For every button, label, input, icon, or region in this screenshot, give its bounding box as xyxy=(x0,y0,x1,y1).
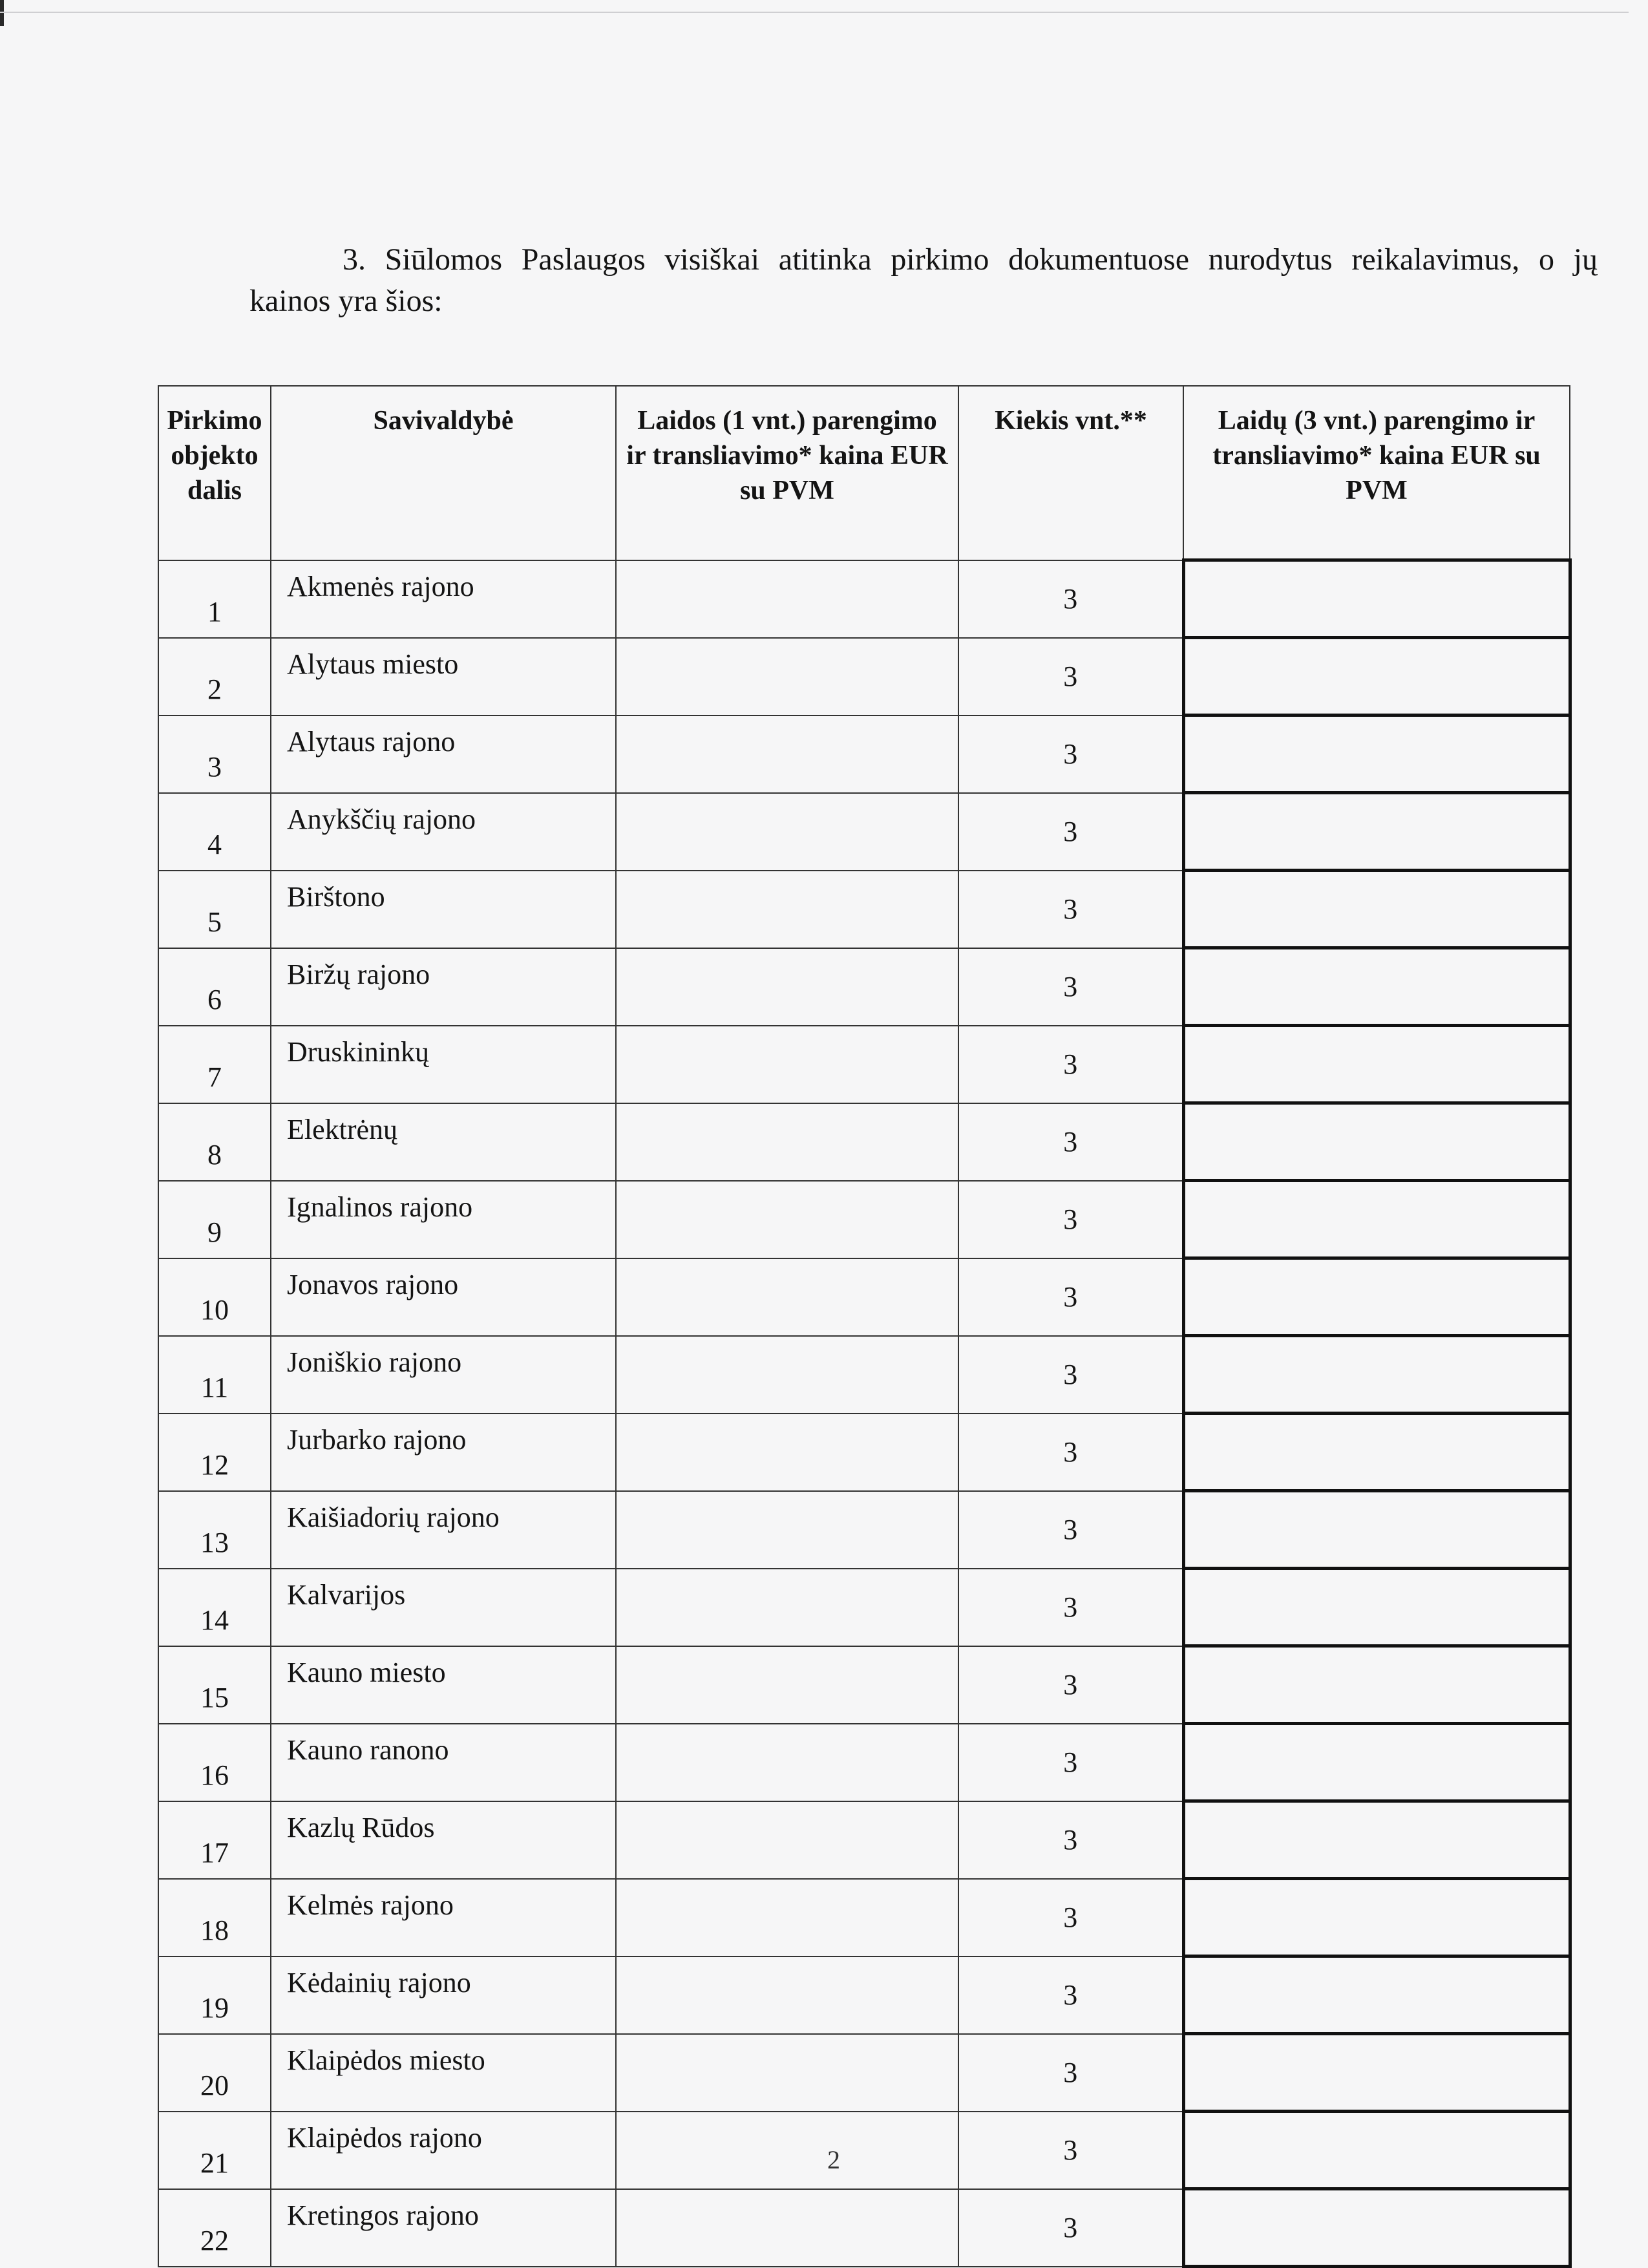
header-total-price: Laidų (3 vnt.) parengimo ir transliavimo* kaina EUR su PVM xyxy=(1183,386,1570,560)
quantity-value: 3 xyxy=(958,1801,1183,1879)
row-number: 12 xyxy=(158,1414,271,1491)
header-quantity: Kiekis vnt.** xyxy=(958,386,1183,560)
row-number: 5 xyxy=(158,871,271,948)
total-price-input-cell[interactable] xyxy=(1183,1336,1570,1414)
table-row xyxy=(158,871,1570,948)
total-price-input-cell[interactable] xyxy=(1183,1956,1570,2034)
quantity-value: 3 xyxy=(958,793,1183,871)
unit-price-input-cell[interactable] xyxy=(616,1956,958,2034)
table-row xyxy=(158,1336,1570,1414)
row-number: 21 xyxy=(158,2112,271,2189)
table-row xyxy=(158,1956,1570,2034)
municipality-name: Elektrėnų xyxy=(271,1103,616,1181)
municipality-name: Druskininkų xyxy=(271,1026,616,1103)
municipality-name: Alytaus miesto xyxy=(271,638,616,715)
row-number: 6 xyxy=(158,948,271,1026)
municipality-name: Kaišiadorių rajono xyxy=(271,1491,616,1569)
total-price-input-cell[interactable] xyxy=(1183,1724,1570,1801)
table-row xyxy=(158,1879,1570,1956)
row-number: 4 xyxy=(158,793,271,871)
unit-price-input-cell[interactable] xyxy=(616,1026,958,1103)
row-number: 18 xyxy=(158,1879,271,1956)
row-number: 22 xyxy=(158,2189,271,2267)
scan-edge-left xyxy=(0,0,4,26)
municipality-name: Kėdainių rajono xyxy=(271,1956,616,2034)
total-price-input-cell[interactable] xyxy=(1183,2189,1570,2267)
intro-line-2: kainos yra šios: xyxy=(249,284,443,318)
municipality-name: Jonavos rajono xyxy=(271,1258,616,1336)
quantity-value: 3 xyxy=(958,1258,1183,1336)
unit-price-input-cell[interactable] xyxy=(616,1103,958,1181)
page-mark: 2 xyxy=(827,2145,840,2174)
quantity-value: 3 xyxy=(958,2189,1183,2267)
quantity-value: 3 xyxy=(958,1646,1183,1724)
table-row xyxy=(158,1491,1570,1569)
table-row xyxy=(158,638,1570,715)
intro-line-1: 3. Siūlomos Paslaugos visiškai atitinka pirkimo dokumentuose nurodytus reikalavimus, o jų xyxy=(343,242,1598,277)
table-row xyxy=(158,948,1570,1026)
table-row xyxy=(158,2112,1570,2189)
table-row xyxy=(158,2189,1570,2267)
municipality-name: Kalvarijos xyxy=(271,1569,616,1646)
total-price-input-cell[interactable] xyxy=(1183,948,1570,1026)
row-number: 11 xyxy=(158,1336,271,1414)
row-number: 15 xyxy=(158,1646,271,1724)
header-part: Pirkimo objekto dalis xyxy=(158,386,271,560)
quantity-value: 3 xyxy=(958,560,1183,638)
unit-price-input-cell[interactable] xyxy=(616,948,958,1026)
row-number: 16 xyxy=(158,1724,271,1801)
quantity-value: 3 xyxy=(958,1724,1183,1801)
row-number: 19 xyxy=(158,1956,271,2034)
row-number: 10 xyxy=(158,1258,271,1336)
row-number: 20 xyxy=(158,2034,271,2112)
municipality-name: Kazlų Rūdos xyxy=(271,1801,616,1879)
unit-price-input-cell[interactable] xyxy=(616,793,958,871)
unit-price-input-cell[interactable] xyxy=(616,1646,958,1724)
unit-price-input-cell[interactable] xyxy=(616,1801,958,1879)
total-price-input-cell[interactable] xyxy=(1183,1181,1570,1258)
row-number: 9 xyxy=(158,1181,271,1258)
total-price-input-cell[interactable] xyxy=(1183,1491,1570,1569)
table-row xyxy=(158,1569,1570,1646)
table-row xyxy=(158,793,1570,871)
municipality-name: Anykščių rajono xyxy=(271,793,616,871)
quantity-value: 3 xyxy=(958,1414,1183,1491)
quantity-value: 3 xyxy=(958,1181,1183,1258)
price-table xyxy=(158,385,1572,2268)
row-number: 2 xyxy=(158,638,271,715)
quantity-value: 3 xyxy=(958,948,1183,1026)
unit-price-input-cell[interactable] xyxy=(616,638,958,715)
intro-paragraph xyxy=(249,239,1598,322)
quantity-value: 3 xyxy=(958,2034,1183,2112)
table-row xyxy=(158,560,1570,638)
total-price-input-cell[interactable] xyxy=(1183,1103,1570,1181)
unit-price-input-cell[interactable] xyxy=(616,560,958,638)
quantity-value: 3 xyxy=(958,1103,1183,1181)
unit-price-input-cell[interactable] xyxy=(616,2034,958,2112)
total-price-input-cell[interactable] xyxy=(1183,1801,1570,1879)
total-price-input-cell[interactable] xyxy=(1183,1026,1570,1103)
unit-price-input-cell[interactable] xyxy=(616,1258,958,1336)
total-price-input-cell[interactable] xyxy=(1183,2112,1570,2189)
row-number: 3 xyxy=(158,715,271,793)
municipality-name: Kretingos rajono xyxy=(271,2189,616,2267)
header-municipality: Savivaldybė xyxy=(271,386,616,560)
row-number: 1 xyxy=(158,560,271,638)
total-price-input-cell[interactable] xyxy=(1183,1569,1570,1646)
municipality-name: Kauno ranono xyxy=(271,1724,616,1801)
table-row xyxy=(158,1724,1570,1801)
header-unit-price: Laidos (1 vnt.) parengimo ir transliavimo* kaina EUR su PVM xyxy=(616,386,958,560)
table-row xyxy=(158,1646,1570,1724)
unit-price-input-cell[interactable] xyxy=(616,715,958,793)
municipality-name: Kelmės rajono xyxy=(271,1879,616,1956)
quantity-value: 3 xyxy=(958,1491,1183,1569)
quantity-value: 3 xyxy=(958,1336,1183,1414)
table-row xyxy=(158,1103,1570,1181)
row-number: 13 xyxy=(158,1491,271,1569)
unit-price-input-cell[interactable] xyxy=(616,1491,958,1569)
municipality-name: Klaipėdos miesto xyxy=(271,2034,616,2112)
table-row xyxy=(158,1026,1570,1103)
unit-price-input-cell[interactable] xyxy=(616,1336,958,1414)
unit-price-input-cell[interactable] xyxy=(616,1414,958,1491)
table-row xyxy=(158,715,1570,793)
scan-edge-top xyxy=(0,12,1629,13)
quantity-value: 3 xyxy=(958,1026,1183,1103)
row-number: 7 xyxy=(158,1026,271,1103)
municipality-name: Joniškio rajono xyxy=(271,1336,616,1414)
table-row xyxy=(158,1801,1570,1879)
total-price-input-cell[interactable] xyxy=(1183,638,1570,715)
table-body xyxy=(158,560,1570,2267)
total-price-input-cell[interactable] xyxy=(1183,1646,1570,1724)
quantity-value: 3 xyxy=(958,638,1183,715)
table-row xyxy=(158,1414,1570,1491)
unit-price-input-cell[interactable] xyxy=(616,1181,958,1258)
municipality-name: Biržų rajono xyxy=(271,948,616,1026)
unit-price-input-cell[interactable] xyxy=(616,1879,958,1956)
table-row xyxy=(158,1258,1570,1336)
municipality-name: Birštono xyxy=(271,871,616,948)
municipality-name: Ignalinos rajono xyxy=(271,1181,616,1258)
table-row xyxy=(158,2034,1570,2112)
quantity-value: 3 xyxy=(958,871,1183,948)
municipality-name: Klaipėdos rajono xyxy=(271,2112,616,2189)
row-number: 8 xyxy=(158,1103,271,1181)
municipality-name: Alytaus rajono xyxy=(271,715,616,793)
row-number: 14 xyxy=(158,1569,271,1646)
quantity-value: 3 xyxy=(958,1569,1183,1646)
municipality-name: Akmenės rajono xyxy=(271,560,616,638)
total-price-input-cell[interactable] xyxy=(1183,1414,1570,1491)
municipality-name: Jurbarko rajono xyxy=(271,1414,616,1491)
total-price-input-cell[interactable] xyxy=(1183,1879,1570,1956)
table-header-row xyxy=(158,386,1570,560)
table-row xyxy=(158,1181,1570,1258)
total-price-input-cell[interactable] xyxy=(1183,1258,1570,1336)
quantity-value: 3 xyxy=(958,1956,1183,2034)
total-price-input-cell[interactable] xyxy=(1183,2034,1570,2112)
total-price-input-cell[interactable] xyxy=(1183,871,1570,948)
quantity-value: 3 xyxy=(958,1879,1183,1956)
row-number: 17 xyxy=(158,1801,271,1879)
total-price-input-cell[interactable] xyxy=(1183,560,1570,638)
unit-price-input-cell[interactable] xyxy=(616,1569,958,1646)
municipality-name: Kauno miesto xyxy=(271,1646,616,1724)
unit-price-input-cell[interactable] xyxy=(616,1724,958,1801)
total-price-input-cell[interactable] xyxy=(1183,715,1570,793)
unit-price-input-cell[interactable] xyxy=(616,2112,958,2189)
total-price-input-cell[interactable] xyxy=(1183,793,1570,871)
quantity-value: 3 xyxy=(958,715,1183,793)
quantity-value: 3 xyxy=(958,2112,1183,2189)
unit-price-input-cell[interactable] xyxy=(616,2189,958,2267)
unit-price-input-cell[interactable] xyxy=(616,871,958,948)
